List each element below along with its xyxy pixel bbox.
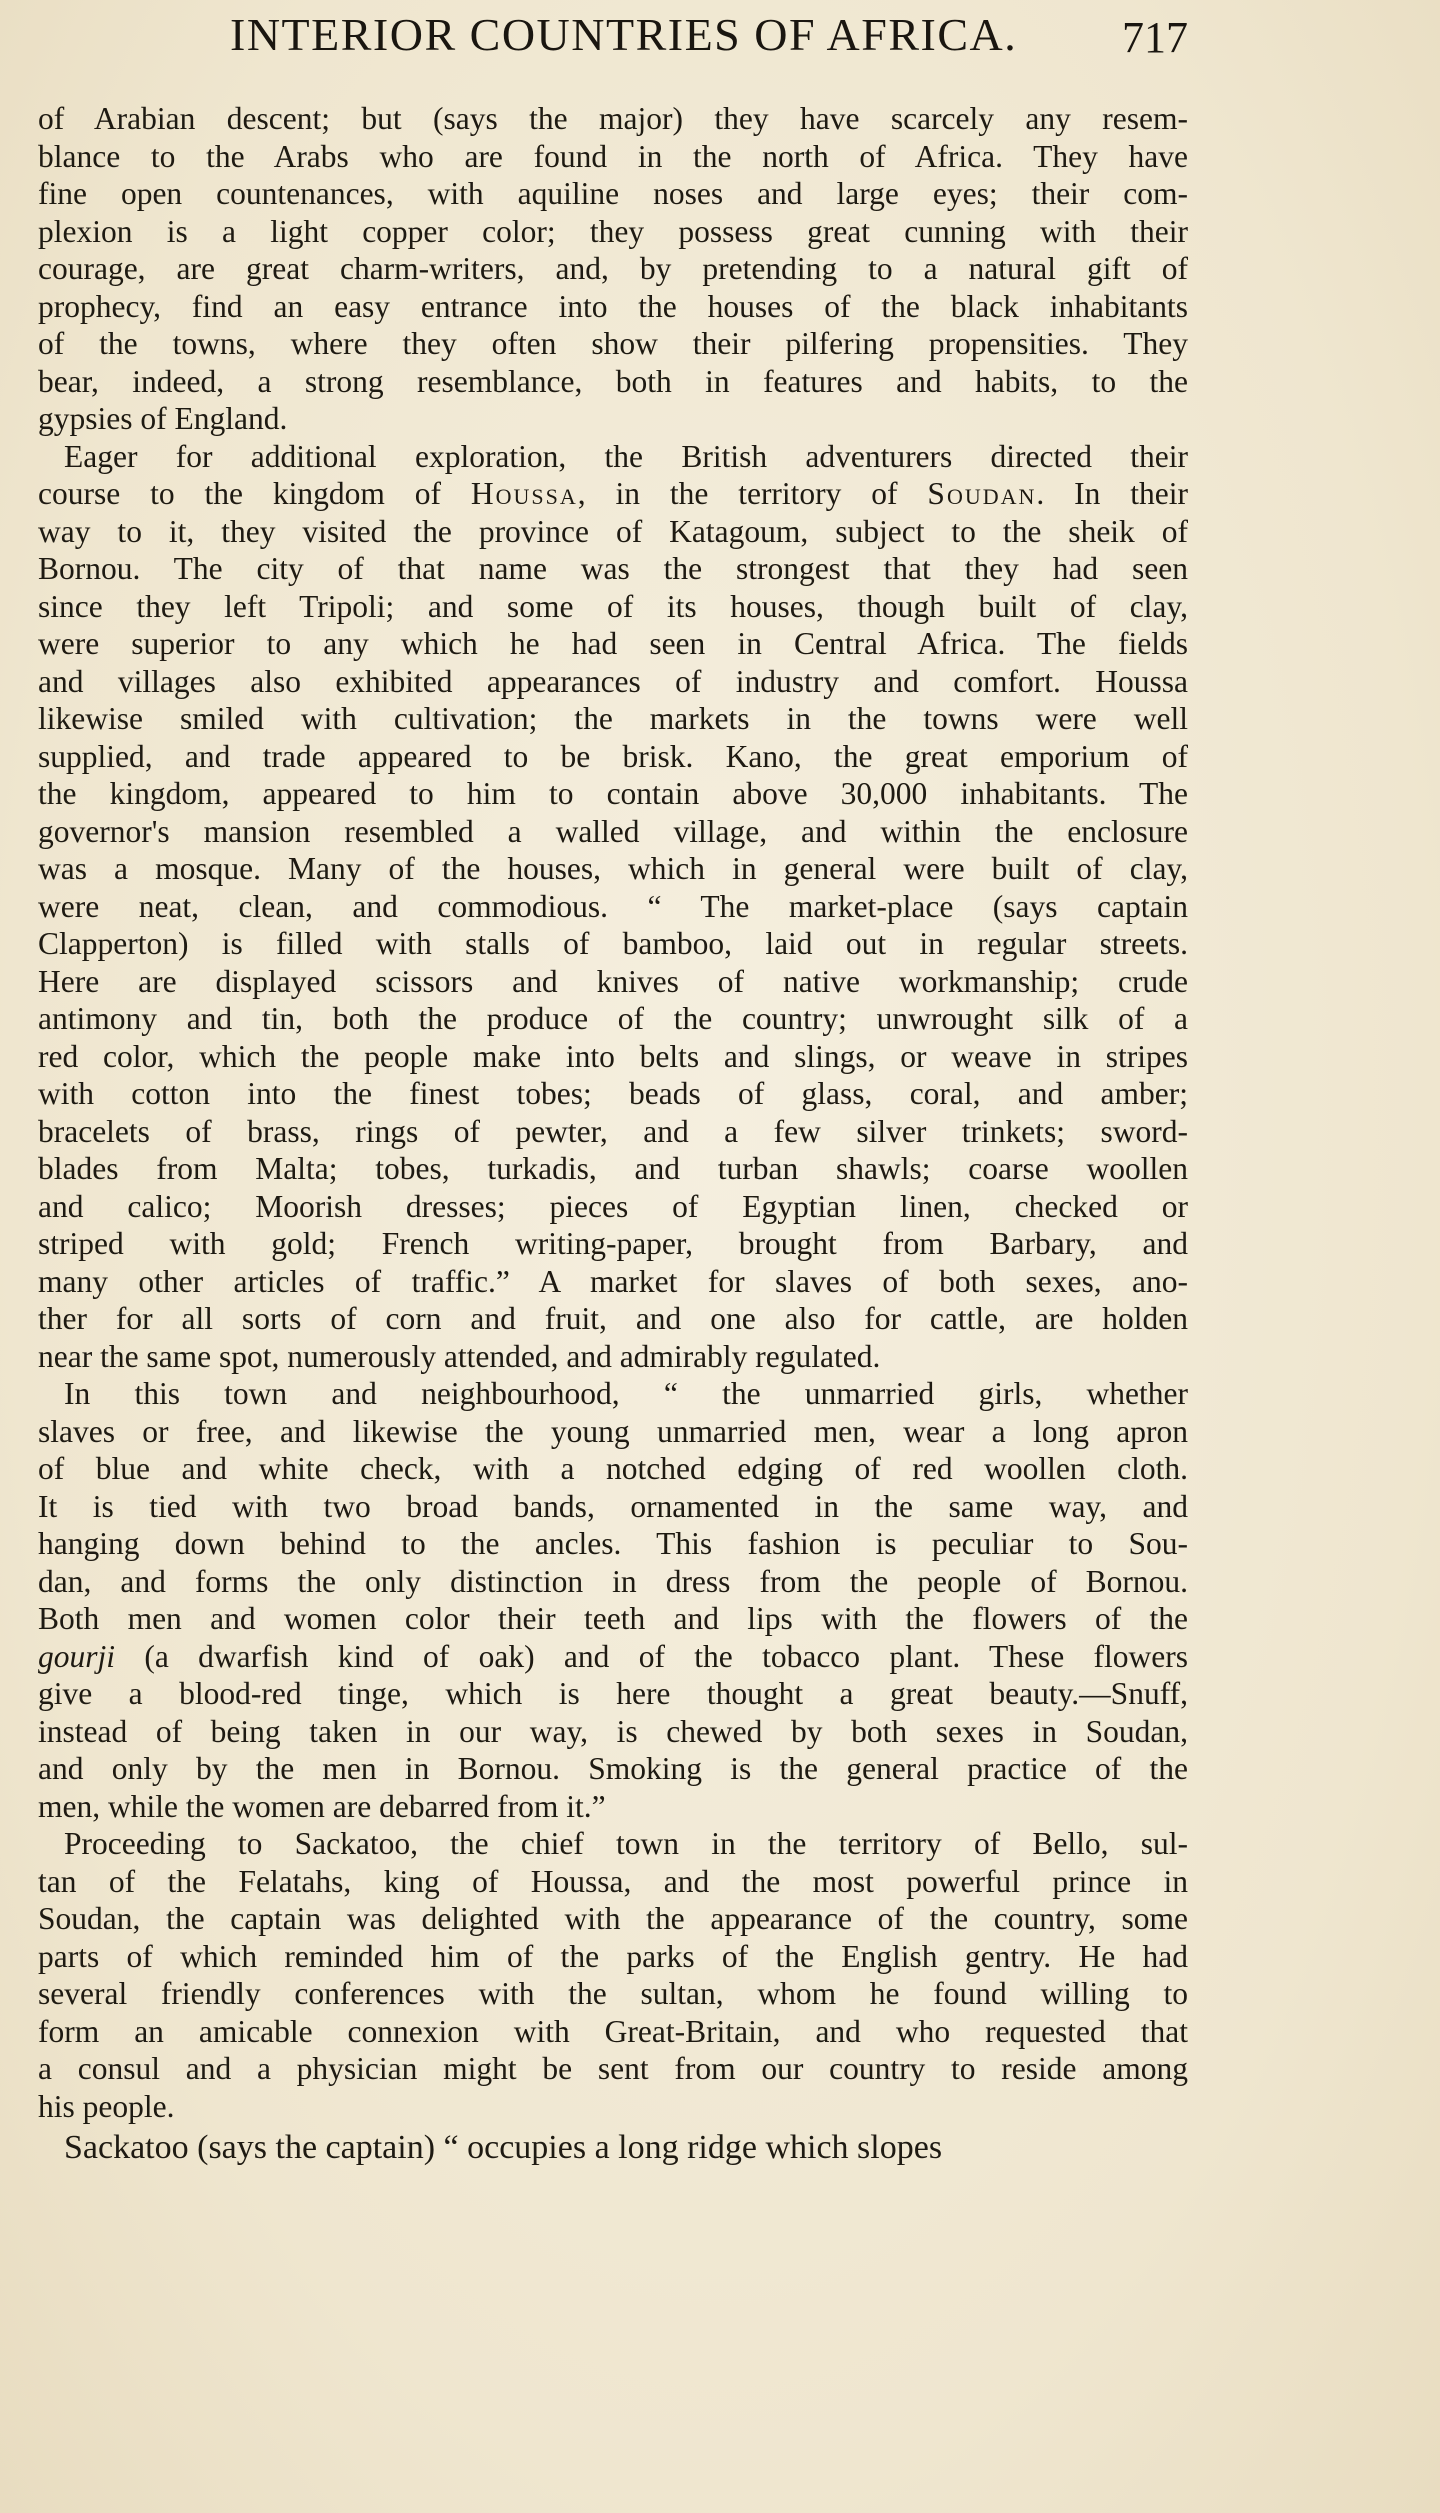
text-line: dan, and forms the only distinction in dress from the people of Bornou. (38, 1563, 1188, 1599)
text-line: prophecy, find an easy entrance into the houses of the black inhabitants (38, 288, 1188, 324)
text-line: Eager for additional exploration, the British adventurers directed their (64, 438, 1188, 474)
text-line: bear, indeed, a strong resemblance, both in features and habits, to the (38, 363, 1188, 399)
text-line: tan of the Felatahs, king of Houssa, and the most powerful prince in (38, 1863, 1188, 1899)
text-line: form an amicable connexion with Great-Britain, and who requested that (38, 2013, 1188, 2049)
text-line: of blue and white check, with a notched edging of red woollen cloth. (38, 1451, 1188, 1486)
text-line: many other articles of traffic.” A market for slaves of both sexes, ano- (38, 1263, 1188, 1299)
text-line: Soudan, the captain was delighted with the appearance of the country, some (38, 1901, 1188, 1936)
text-fragment: course to the kingdom of (38, 476, 471, 511)
text-line: parts of which reminded him of the parks of the English gentry. He had (38, 1938, 1188, 1974)
text-line: a consul and a physician might be sent from our country to reside among (38, 2051, 1188, 2086)
text-line: Clapperton) is filled with stalls of bamboo, laid out in regular streets. (38, 926, 1188, 961)
text-line: give a blood-red tinge, which is here thought a great beauty.—Snuff, (38, 1676, 1188, 1711)
text-line: were neat, clean, and commodious. “ The market-place (says captain (38, 888, 1188, 924)
text-line: It is tied with two broad bands, ornamented in the same way, and (38, 1488, 1188, 1524)
text-line: gypsies of England. (38, 401, 288, 436)
text-line: several friendly conferences with the sultan, whom he found willing to (38, 1976, 1188, 2011)
text-line: was a mosque. Many of the houses, which in general were built of clay, (38, 851, 1188, 886)
text-line: slaves or free, and likewise the young unmarried men, wear a long apron (38, 1413, 1188, 1449)
text-line: bracelets of brass, rings of pewter, and a few silver trinkets; sword- (38, 1113, 1188, 1149)
small-caps-term: Houssa (470, 476, 578, 511)
text-line: courage, are great charm-writers, and, by pretending to a natural gift of (38, 251, 1188, 286)
text-line: Bornou. The city of that name was the strongest that they had seen (38, 551, 1188, 586)
text-line: hanging down behind to the ancles. This fashion is peculiar to Sou- (38, 1526, 1188, 1561)
text-line: Both men and women color their teeth and lips with the flowers of the (38, 1601, 1188, 1636)
page-number: 717 (1122, 13, 1188, 62)
text-line: and calico; Moorish dresses; pieces of Egyptian linen, checked or (38, 1188, 1188, 1224)
text-line: striped with gold; French writing-paper, brought from Barbary, and (38, 1226, 1188, 1261)
text-line (38, 1638, 1188, 1676)
text-line: Sackatoo (says the captain) “ occupies a long ridge which slopes (64, 2129, 943, 2166)
text-line: Proceeding to Sackatoo, the chief town in the territory of Bello, sul- (64, 1826, 1188, 1861)
text-line: of the towns, where they often show their pilfering propensities. They (38, 326, 1188, 361)
small-caps-term: Soudan (927, 476, 1037, 511)
text-line: blades from Malta; tobes, turkadis, and turban shawls; coarse woollen (38, 1151, 1188, 1186)
body-text (38, 100, 1188, 2167)
text-line (38, 475, 1188, 513)
text-fragment: , in the territory of (577, 476, 928, 511)
italic-term: gourji (38, 1638, 116, 1674)
text-line: ther for all sorts of corn and fruit, and one also for cattle, are holden (38, 1301, 1188, 1336)
page-header (0, 8, 1440, 78)
text-line: since they left Tripoli; and some of its houses, though built of clay, (38, 588, 1188, 624)
text-fragment: . In their (1036, 476, 1188, 511)
text-line: plexion is a light copper color; they possess great cunning with their (38, 213, 1188, 249)
text-line: near the same spot, numerously attended, and admirably regulated. (38, 1338, 881, 1374)
text-line: with cotton into the finest tobes; beads of glass, coral, and amber; (38, 1076, 1188, 1111)
text-line: fine open countenances, with aquiline noses and large eyes; their com- (38, 176, 1188, 211)
text-line: way to it, they visited the province of Katagoum, subject to the sheik of (38, 513, 1188, 549)
text-line: of Arabian descent; but (says the major) they have scarcely any resem- (38, 101, 1188, 136)
text-line: In this town and neighbourhood, “ the unmarried girls, whether (64, 1376, 1188, 1411)
text-line: were superior to any which he had seen in Central Africa. The fields (38, 626, 1188, 661)
text-line: his people. (38, 2088, 175, 2124)
text-line: supplied, and trade appeared to be brisk. Kano, the great emporium of (38, 738, 1188, 774)
text-line: red color, which the people make into belts and slings, or weave in stripes (38, 1038, 1188, 1074)
text-line: blance to the Arabs who are found in the north of Africa. They have (38, 138, 1188, 174)
text-line: governor's mansion resembled a walled village, and within the enclosure (38, 813, 1188, 849)
text-line: and only by the men in Bornou. Smoking is the general practice of the (38, 1751, 1188, 1786)
text-line: likewise smiled with cultivation; the markets in the towns were well (38, 701, 1188, 736)
text-line: and villages also exhibited appearances of industry and comfort. Houssa (38, 663, 1188, 699)
text-line: Here are displayed scissors and knives of native workmanship; crude (38, 963, 1188, 999)
text-line: antimony and tin, both the produce of the country; unwrought silk of a (38, 1001, 1188, 1036)
text-line: men, while the women are debarred from it.” (38, 1788, 606, 1824)
text-fragment: (a dwarfish kind of oak) and of the tobacco plant. These flowers (115, 1638, 1188, 1674)
text-line: instead of being taken in our way, is chewed by both sexes in Soudan, (38, 1713, 1188, 1749)
text-line: the kingdom, appeared to him to contain above 30,000 inhabitants. The (38, 776, 1188, 811)
running-title: INTERIOR COUNTRIES OF AFRICA. (230, 9, 1018, 60)
